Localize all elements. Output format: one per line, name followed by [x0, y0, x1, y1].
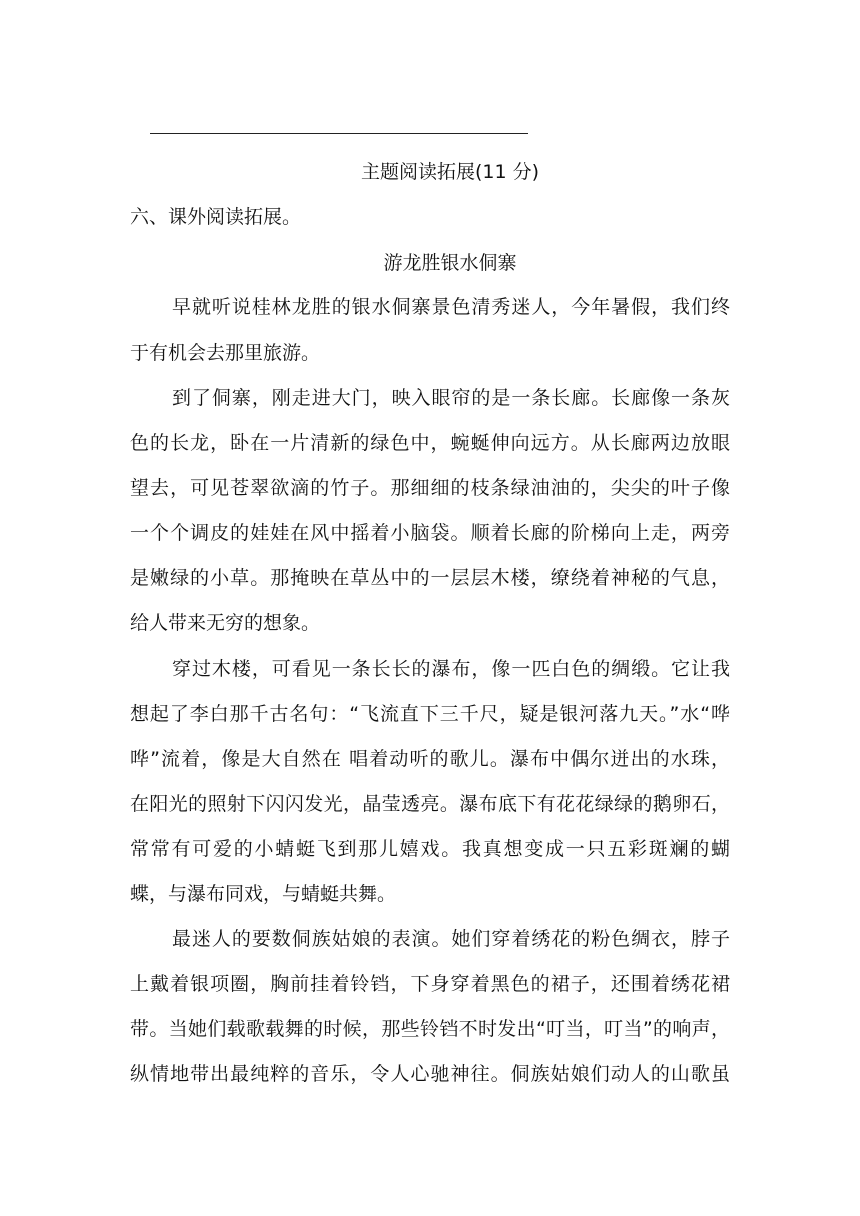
- passage-line: 纵情地带出最纯粹的音乐，令人心驰神往。侗族姑娘们动人的山歌虽: [130, 1063, 730, 1085]
- passage-line: 想起了李白那千古名句：“飞流直下三千尺，疑是银河落九天。”水“哗: [130, 703, 730, 725]
- passage-line: 于有机会去那里旅游。: [130, 342, 321, 364]
- passage-line: 是嫩绿的小草。那掩映在草丛中的一层层木楼，缭绕着神秘的气息，: [130, 567, 730, 589]
- passage-line: 带。当她们载歌载舞的时候，那些铃铛不时发出“叮当，叮当”的响声，: [130, 1018, 730, 1040]
- passage-title: 游龙胜银水侗寨: [383, 252, 517, 274]
- passage-line: 穿过木楼，可看见一条长长的瀑布，像一匹白色的绸缎。它让我: [172, 658, 730, 680]
- passage-line: 色的长龙，卧在一片清新的绿色中，蜿蜒伸向远方。从长廊两边放眼: [130, 432, 730, 454]
- passage-line: 望去，可见苍翠欲滴的竹子。那细细的枝条绿油油的，尖尖的叶子像: [130, 477, 730, 499]
- passage-line: 上戴着银项圈，胸前挂着铃铛，下身穿着黑色的裙子，还围着绣花裙: [130, 973, 730, 995]
- passage-line: 到了侗寨，刚走进大门，映入眼帘的是一条长廊。长廊像一条灰: [172, 387, 730, 409]
- section-title: 主题阅读拓展(11 分): [360, 161, 540, 183]
- passage-line: 给人带来无穷的想象。: [130, 612, 321, 634]
- passage-line: 一个个调皮的娃娃在风中摇着小脑袋。顺着长廊的阶梯向上走，两旁: [130, 522, 730, 544]
- passage-line: 早就听说桂林龙胜的银水侗寨景色清秀迷人，今年暑假，我们终: [172, 296, 730, 318]
- answer-blank-line: [150, 133, 528, 134]
- passage-line: 哗”流着，像是大自然在 唱着动听的歌儿。瀑布中偶尔迸出的水珠，: [130, 748, 730, 770]
- passage-line: 最迷人的要数侗族姑娘的表演。她们穿着绣花的粉色绸衣，脖子: [172, 928, 730, 950]
- passage-line: 蝶，与瀑布同戏，与蜻蜓共舞。: [130, 883, 397, 905]
- question-heading: 六、课外阅读拓展。: [130, 206, 302, 228]
- passage-line: 在阳光的照射下闪闪发光，晶莹透亮。瀑布底下有花花绿绿的鹅卵石，: [130, 793, 730, 815]
- passage-line: 常常有可爱的小蜻蜓飞到那儿嬉戏。我真想变成一只五彩斑斓的蝴: [130, 838, 730, 860]
